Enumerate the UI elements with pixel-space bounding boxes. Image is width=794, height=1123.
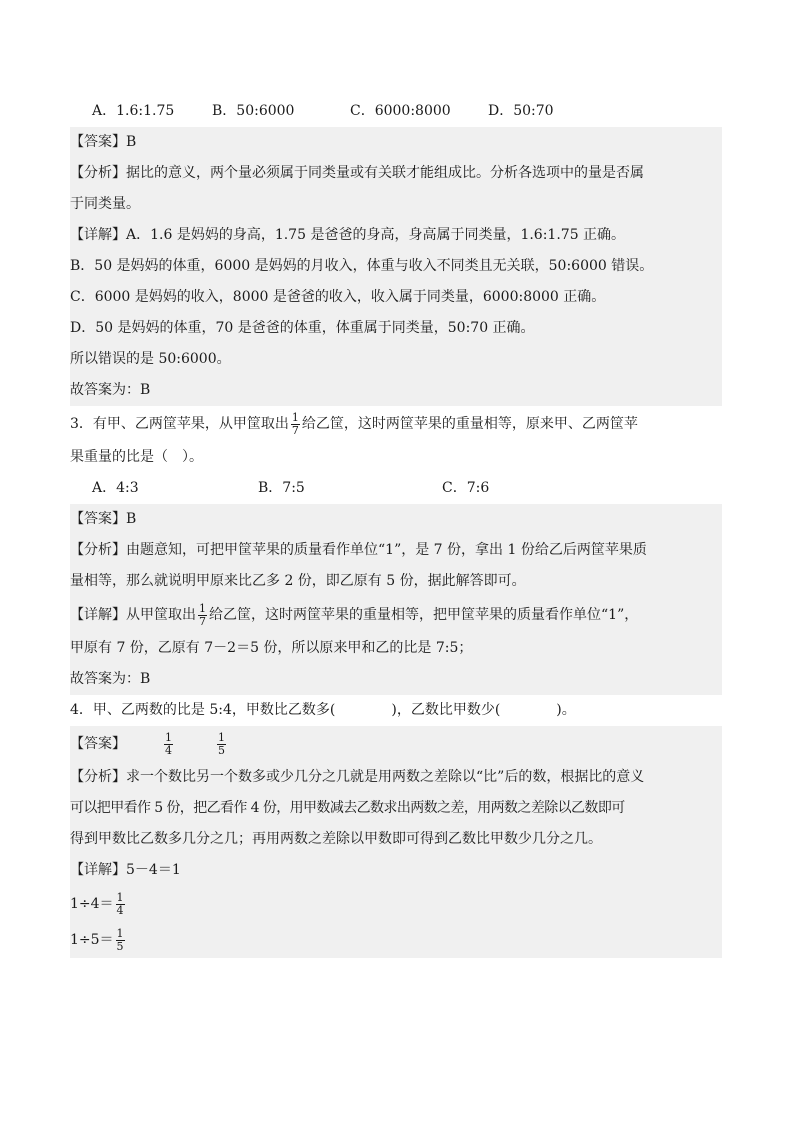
fraction-denominator: 5 xyxy=(218,743,225,757)
q2-answer: 【答案】B xyxy=(70,127,722,158)
answer-label: 【答案】 xyxy=(70,736,126,752)
q4-detail-text-2: 1÷4＝ xyxy=(70,896,114,912)
q3-final-answer: 故答案为：B xyxy=(70,664,722,695)
fraction-denominator: 7 xyxy=(199,614,206,628)
q2-detail-a xyxy=(70,220,722,251)
detail-label: 【详解】 xyxy=(70,607,126,623)
fraction-denominator: 4 xyxy=(116,903,124,917)
q2-detail-d: D．50 是妈妈的体重，70 是爸爸的体重，体重属于同类量，50:70 正确。 xyxy=(70,313,722,344)
q4-answer-fraction-1 xyxy=(164,732,173,757)
q2-analysis-text-1: 据比的意义，两个量必须属于同类量或有关联才能组成比。分析各选项中的量是否属 xyxy=(126,165,644,181)
q2-options xyxy=(70,96,722,127)
q4-stem xyxy=(70,695,722,726)
q3-detail-fraction xyxy=(198,603,207,628)
q4-detail-fraction-1 xyxy=(116,892,125,917)
fraction-numerator: 1 xyxy=(116,926,124,940)
q3-stem-line-1 xyxy=(70,406,722,442)
fraction-numerator: 1 xyxy=(165,730,172,744)
q4-detail-text-3: 1÷5＝ xyxy=(70,932,114,948)
fraction-numerator: 1 xyxy=(218,730,225,744)
q4-stem-text-b: )，乙数比甲数少( xyxy=(391,702,501,718)
q3-answer: 【答案】B xyxy=(70,504,722,535)
q3-detail-line-2: 甲原有 7 份，乙原有 7－2＝5 份，所以原来甲和乙的比是 7:5； xyxy=(70,633,722,664)
q2-detail-b: B．50 是妈妈的体重，6000 是妈妈的月收入，体重与收入不同类且无关联，50:6000 错误。 xyxy=(70,251,722,282)
q3-analysis-text-1: 由题意知，可把甲筐苹果的质量看作单位“1”，是 7 份，拿出 1 份给乙后两筐苹果质 xyxy=(126,542,647,558)
q3-detail-text-b: 给乙筐，这时两筐苹果的重量相等，把甲筐苹果的质量看作单位“1”， xyxy=(209,607,639,623)
q3-detail-line-1 xyxy=(70,597,722,633)
q4-answer xyxy=(70,726,722,762)
analysis-label: 【分析】 xyxy=(70,165,126,181)
q4-stem-text-c: )。 xyxy=(556,702,576,718)
q3-stem-line-2: 果重量的比是（ ）。 xyxy=(70,449,203,465)
fraction-denominator: 5 xyxy=(116,939,124,953)
q4-detail-text-1: 5－4＝1 xyxy=(126,862,181,878)
fraction-denominator: 7 xyxy=(291,423,299,437)
detail-label: 【详解】 xyxy=(70,862,126,878)
fraction-numerator: 1 xyxy=(291,410,299,424)
q3-stem-text-a: 3．有甲、乙两筐苹果，从甲筐取出 xyxy=(70,416,289,432)
q3-stem-text-b: 给乙筐，这时两筐苹果的重量相等，原来甲、乙两筐苹 xyxy=(301,416,638,432)
q2-final-answer: 故答案为：B xyxy=(70,375,722,406)
q2-detail-a-text: A．1.6 是妈妈的身高，1.75 是爸爸的身高，身高属于同类量，1.6:1.75 正确。 xyxy=(126,227,626,243)
q4-answer-fraction-2 xyxy=(217,732,226,757)
q4-analysis-text-1: 求一个数比另一个数多或少几分之几就是用两数之差除以“比”后的数，根据比的意义 xyxy=(126,769,645,785)
q2-option-c: C．6000:8000 xyxy=(350,103,451,119)
q3-option-c: C．7:6 xyxy=(442,480,490,496)
q3-option-a: A．4:3 xyxy=(92,480,139,496)
q2-option-b: B．50:6000 xyxy=(212,103,295,119)
q3-option-b: B．7:5 xyxy=(258,480,305,496)
q4-analysis-line-2: 可以把甲看作 5 份，把乙看作 4 份，用甲数减去乙数求出两数之差，用两数之差除以乙数即可 xyxy=(70,793,722,824)
q4-detail-line-1 xyxy=(70,855,722,886)
q2-option-a: A．1.6:1.75 xyxy=(92,103,175,119)
fraction-numerator: 1 xyxy=(199,601,206,615)
q4-detail-fraction-2 xyxy=(116,928,125,953)
q4-detail-line-2 xyxy=(70,886,722,922)
q3-analysis-line-1 xyxy=(70,535,722,566)
q2-detail-c: C．6000 是妈妈的收入，8000 是爸爸的收入，收入属于同类量，6000:8000 正确。 xyxy=(70,282,722,313)
document-page xyxy=(70,96,722,958)
q4-analysis-line-1 xyxy=(70,762,722,793)
q2-option-d: D．50:70 xyxy=(488,103,554,119)
fraction-numerator: 1 xyxy=(116,890,124,904)
q4-analysis-line-3: 得到甲数比乙数多几分之几；再用两数之差除以甲数即可得到乙数比甲数少几分之几。 xyxy=(70,824,722,855)
q4-detail-line-3 xyxy=(70,922,722,958)
analysis-label: 【分析】 xyxy=(70,769,126,785)
q2-analysis-line-2: 于同类量。 xyxy=(70,189,722,220)
q4-stem-text-a: 4．甲、乙两数的比是 5:4，甲数比乙数多( xyxy=(70,702,336,718)
q3-analysis-line-2: 量相等，那么就说明甲原来比乙多 2 份，即乙原有 5 份，据此解答即可。 xyxy=(70,566,722,597)
q3-options xyxy=(70,473,722,504)
q3-detail-text-a: 从甲筐取出 xyxy=(126,607,196,623)
fraction-denominator: 4 xyxy=(165,743,172,757)
analysis-label: 【分析】 xyxy=(70,542,126,558)
q2-detail-e: 所以错误的是 50:6000。 xyxy=(70,344,722,375)
detail-label: 【详解】 xyxy=(70,227,126,243)
q2-analysis-line-1 xyxy=(70,158,722,189)
q3-stem-fraction xyxy=(291,412,300,437)
